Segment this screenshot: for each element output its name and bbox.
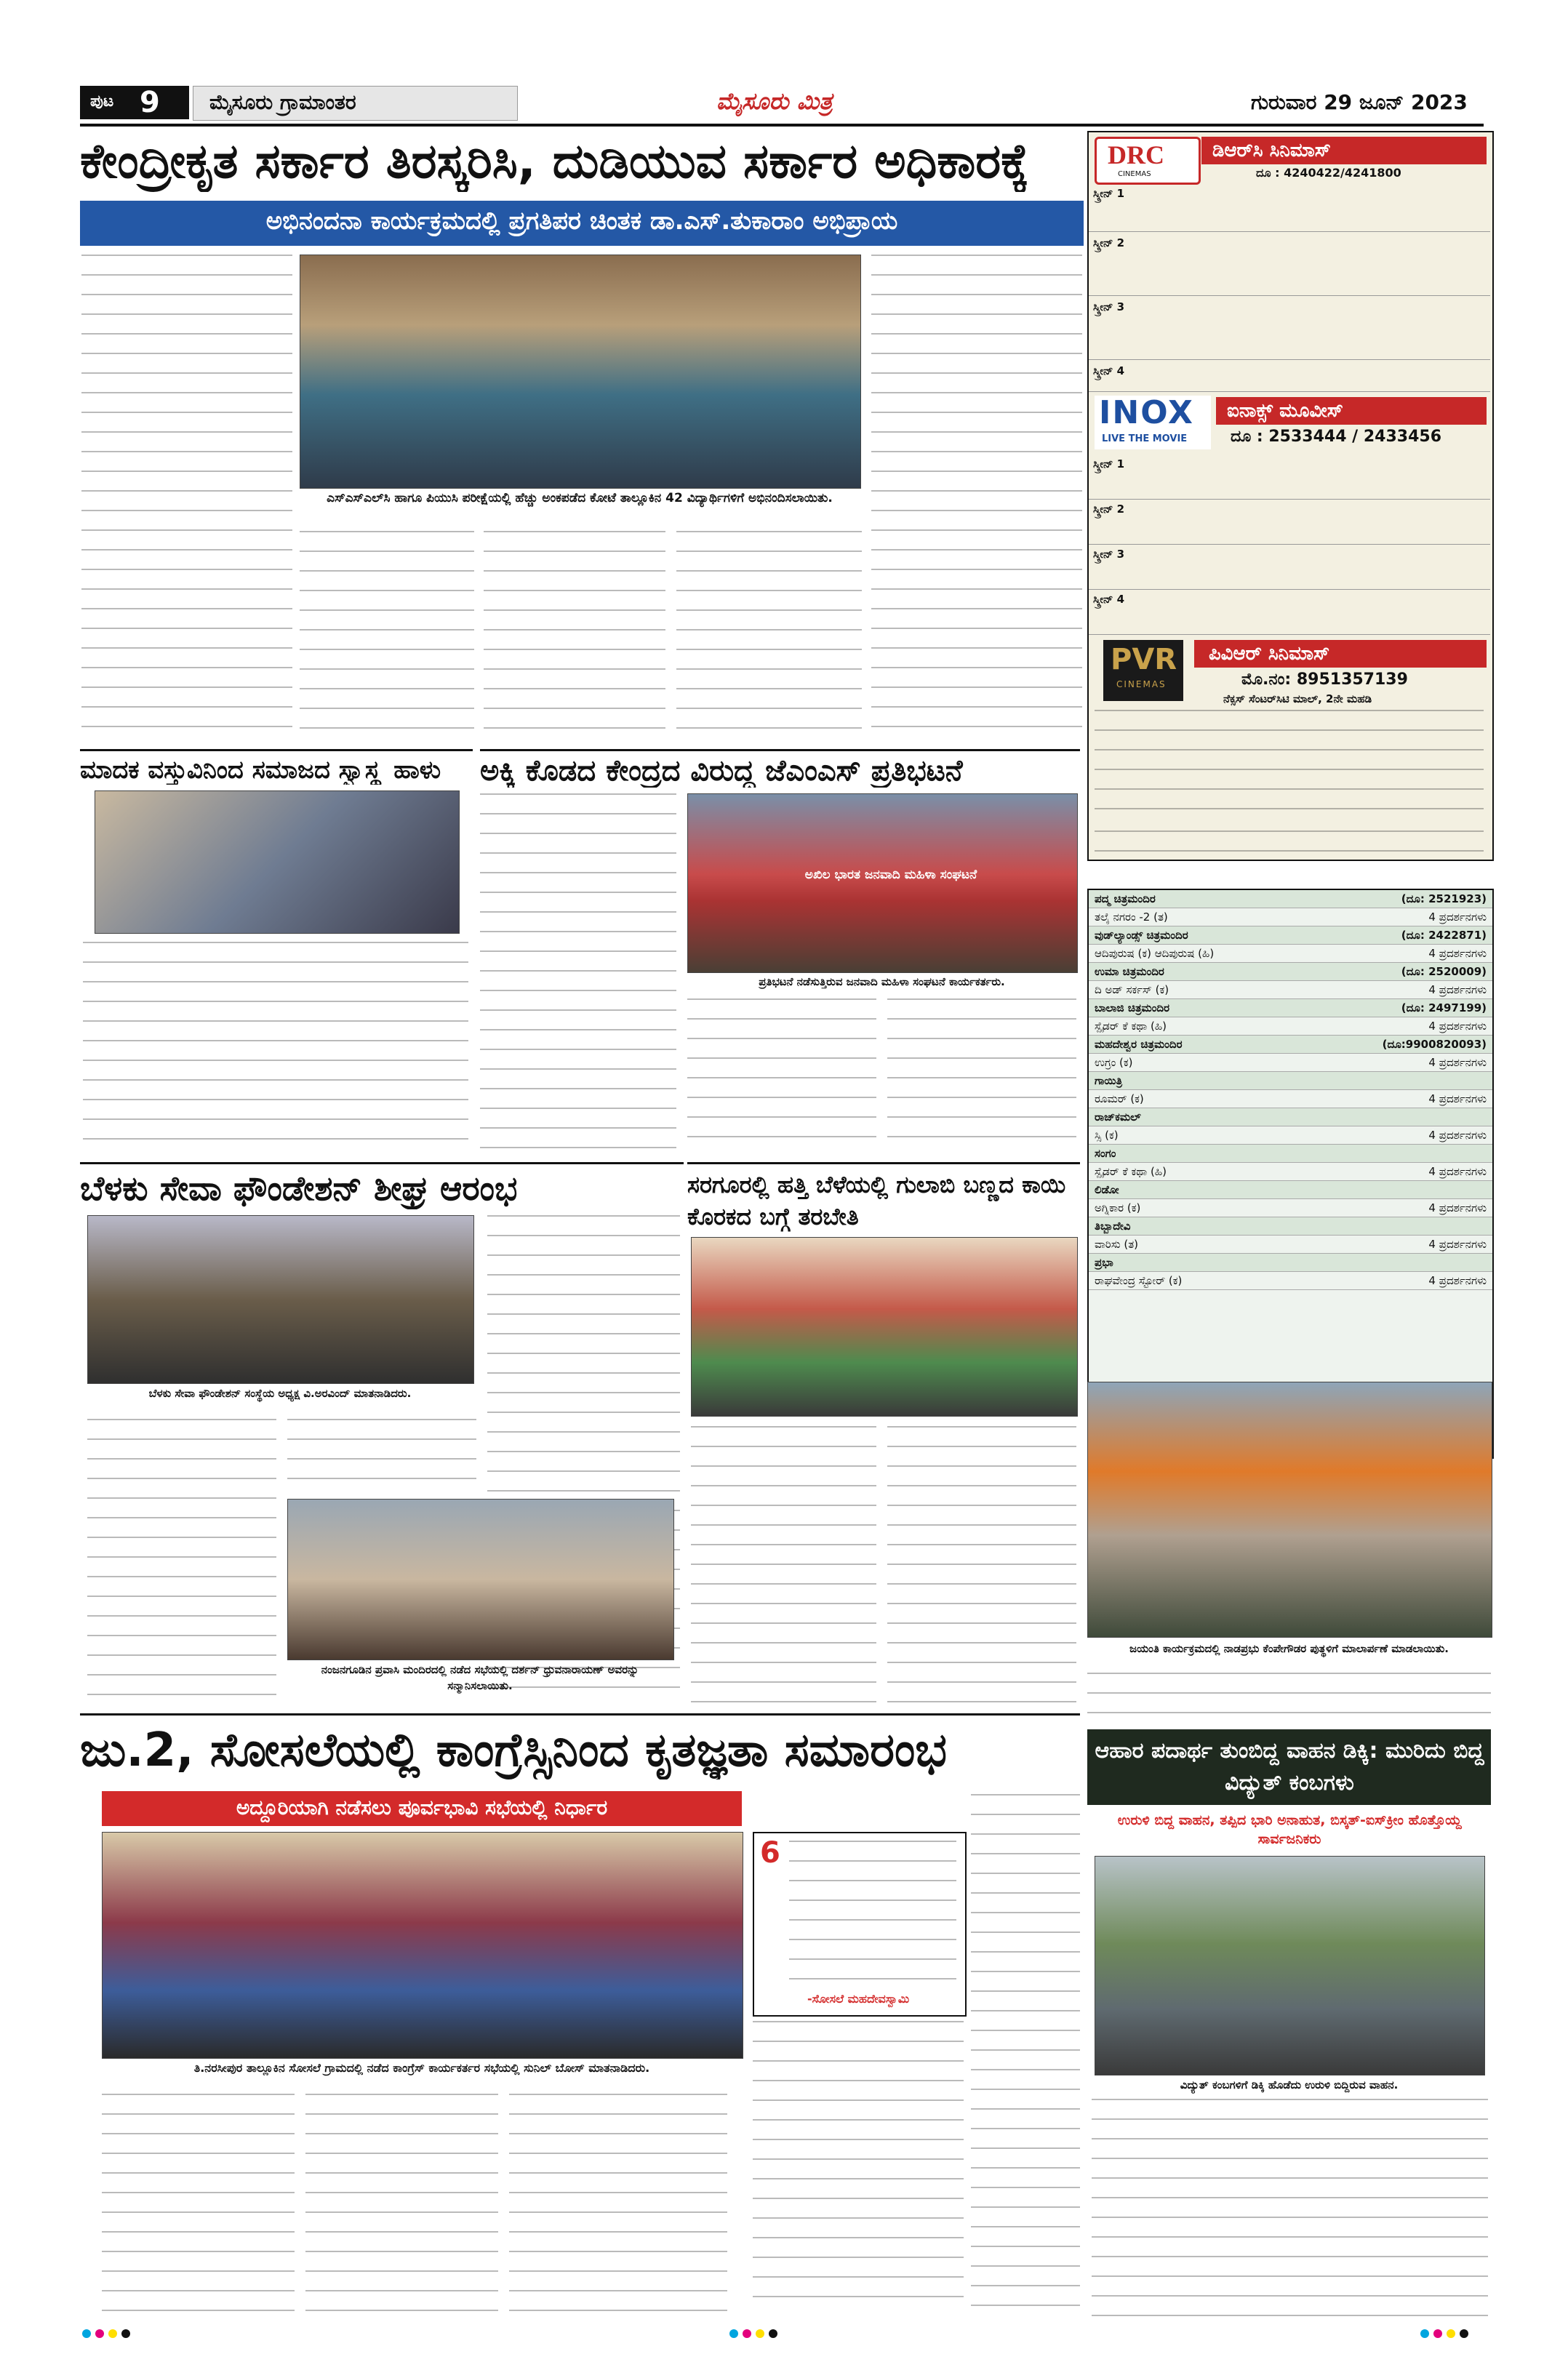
theatre-movie-row	[1089, 1163, 1492, 1181]
theatre-name-row	[1089, 1108, 1492, 1126]
story-rice-headline: ಅಕ್ಕಿ ಕೊಡದ ಕೇಂದ್ರದ ವಿರುದ್ಧ ಜೆಎಂಎಸ್ ಪ್ರತಿಭಟನೆ	[480, 754, 963, 788]
story-cotton-headline: ಸರಗೂರಲ್ಲಿ ಹತ್ತಿ ಬೆಳೆಯಲ್ಲಿ ಗುಲಾಬಿ ಬಣ್ಣದ ಕಾಯಿ ಕೊರಕದ ಬಗ್ಗೆ ತರಬೇತಿ	[687, 1171, 1066, 1230]
theatre-name: ಮಹದೇಶ್ವರ ಚಿತ್ರಮಂದಿರ	[1095, 1038, 1183, 1051]
movie-title: ಸ್ಪೈಡರ್ ಕೆ ಕಥಾ (ಹಿ)	[1095, 1020, 1167, 1033]
screen-label: ಸ್ಕ್ರೀನ್ 4	[1093, 364, 1125, 377]
story-cotton-body-2	[887, 1426, 1076, 1702]
reg-dot	[769, 2329, 777, 2338]
theatre-name-row	[1089, 1072, 1492, 1090]
theatre-phone: (ದೂ: 2521923)	[1401, 892, 1487, 905]
show-count: 4 ಪ್ರದರ್ಶನಗಳು	[1428, 1165, 1487, 1178]
story-belaku-photo	[87, 1215, 474, 1384]
pullquote-source: -ಸೋಸಲೆ ಮಹದೇವಸ್ವಾಮಿ	[807, 1992, 910, 2006]
reg-dot	[1433, 2329, 1442, 2338]
drc-logo-text: DRC	[1108, 140, 1164, 169]
lead-headline: ಕೇಂದ್ರೀಕೃತ ಸರ್ಕಾರ ತಿರಸ್ಕರಿಸಿ, ದುಡಿಯುವ ಸರ್ಕಾರ ಅಧಿಕಾರಕ್ಕೆ	[80, 133, 1029, 189]
theatre-rows	[1089, 890, 1492, 1290]
drc-phone: ದೂ : 4240422/4241800	[1256, 166, 1401, 180]
lead-body-col-5	[871, 255, 1082, 742]
theatre-phone: (ದೂ: 2497199)	[1401, 1001, 1487, 1014]
theatre-movie-row	[1089, 981, 1492, 999]
story-sosale-subhead: ಅದ್ದೂರಿಯಾಗಿ ನಡೆಸಲು ಪೂರ್ವಭಾವಿ ಸಭೆಯಲ್ಲಿ ನಿರ್ಧಾರ	[236, 1795, 608, 1819]
reg-dot	[743, 2329, 751, 2338]
theatre-name: ತಿಬ್ಬಾದೇವಿ	[1095, 1220, 1131, 1233]
show-count: 4 ಪ್ರದರ್ಶನಗಳು	[1428, 1274, 1487, 1287]
drc-row	[1089, 234, 1490, 296]
theatre-name: ಪ್ರಭಾ	[1095, 1256, 1113, 1269]
movie-title: ರೂಮರ್ (ಕ)	[1095, 1092, 1144, 1105]
story-accident-photo	[1095, 1856, 1485, 2075]
theatre-movie-row	[1089, 1090, 1492, 1108]
story-sosale-body-3	[305, 2094, 498, 2312]
lead-body-col-3	[484, 531, 665, 742]
theatre-name: ಪದ್ಮ ಚಿತ್ರಮಂದಿರ	[1095, 892, 1156, 905]
story-belaku-caption-2: ನಂಜನಗೂಡಿನ ಪ್ರವಾಸಿ ಮಂದಿರದಲ್ಲಿ ನಡೆದ ಸಭೆಯಲ್ಲಿ ದರ್ಶನ್ ಧ್ರುವನಾರಾಯಣ್ ಅವರನ್ನು ಸನ್ಮಾನಿಸಲಾಯಿತು.	[321, 1663, 639, 1692]
pvr-phone: ಮೊ.ನಂ: 8951357139	[1241, 670, 1408, 689]
story-rice-body-2	[687, 998, 876, 1155]
screen-label: ಸ್ಕ್ರೀನ್ 1	[1093, 187, 1125, 200]
theatre-name: ಲಿಡೋ	[1095, 1183, 1119, 1196]
story-cotton-photo	[691, 1237, 1078, 1417]
story-sosale-photo	[102, 1832, 743, 2059]
lead-body-col-4	[676, 531, 862, 742]
movie-title: ಆದಿಪುರುಷ (ಕ) ಆದಿಪುರುಷ (ಹಿ)	[1095, 947, 1215, 960]
story-belaku-caption: ಬೆಳಕು ಸೇವಾ ಫೌಂಡೇಶನ್ ಸಂಸ್ಥೆಯ ಅಧ್ಯಕ್ಷ ವಿ.ಅರವಿಂದ್ ಮಾತನಾಡಿದರು.	[148, 1387, 412, 1400]
page-label: ಪುಟ	[90, 92, 114, 111]
story-sosale-body-4	[509, 2094, 727, 2312]
story-drugs-body	[83, 942, 468, 1153]
story-belaku-body-3	[287, 1419, 476, 1492]
reg-dot	[95, 2329, 104, 2338]
pullquote-text	[789, 1841, 956, 1986]
inox-row	[1089, 545, 1490, 590]
story-cotton-body-1	[691, 1426, 876, 1702]
show-count: 4 ಪ್ರದರ್ಶನಗಳು	[1428, 1129, 1487, 1142]
screen-label: ಸ್ಕ್ರೀನ್ 3	[1093, 548, 1125, 561]
show-count: 4 ಪ್ರದರ್ಶನಗಳು	[1428, 910, 1487, 924]
masthead	[80, 81, 1484, 127]
theatre-name: ಬಾಲಾಜಿ ಚಿತ್ರಮಂದಿರ	[1095, 1001, 1170, 1014]
inox-name: ಐನಾಕ್ಸ್ ಮೂವೀಸ್	[1227, 400, 1343, 422]
story-accident	[1087, 1729, 1491, 2318]
screen-label: ಸ್ಕ್ರೀನ್ 4	[1093, 593, 1125, 606]
registration-dots-right	[1418, 2327, 1471, 2341]
theatre-name: ಗಾಯಿತ್ರಿ	[1095, 1074, 1123, 1087]
theatre-name: ಸಂಗಂ	[1095, 1147, 1116, 1160]
theatre-movie-row	[1089, 945, 1492, 963]
screen-label: ಸ್ಕ್ರೀನ್ 2	[1093, 503, 1125, 516]
pvr-address: ನೆಕ್ಸಸ್ ಸೆಂಟರ್‌ಸಿಟಿ ಮಾಲ್, 2ನೇ ಮಹಡಿ	[1223, 692, 1372, 705]
lead-photo-caption: ಎಸ್‌ಎಸ್‌ಎಲ್‌ಸಿ ಹಾಗೂ ಪಿಯುಸಿ ಪರೀಕ್ಷೆಯಲ್ಲಿ ಹೆಚ್ಚು ಅಂಕಪಡೆದ ಕೋಟೆ ತಾಲ್ಲೂಕಿನ 42 ವಿದ್ಯಾರ್ಥಿಗಳಿಗೆ ಅಭಿನಂದಿಸಲಾಯಿತು.	[327, 491, 833, 505]
paper-name: ಮೈಸೂರು ಮಿತ್ರ	[716, 87, 833, 115]
theatre-phone: (ದೂ: 2422871)	[1401, 929, 1487, 942]
cinema-listings	[1087, 131, 1494, 861]
theatre-name-row	[1089, 1181, 1492, 1199]
drc-name: ಡಿಆರ್‌ಸಿ ಸಿನಿಮಾಸ್	[1212, 140, 1331, 161]
movie-title: ಸ್ಸಿ (ಕ)	[1095, 1129, 1119, 1142]
pvr-name: ಪಿವಿಆರ್ ಸಿನಿಮಾಸ್	[1209, 643, 1330, 665]
story-cotton	[687, 1162, 1080, 1710]
reg-dot	[108, 2329, 117, 2338]
theatre-movie-row	[1089, 1199, 1492, 1217]
pvr-listing	[1095, 710, 1484, 826]
theatre-name-row	[1089, 1145, 1492, 1163]
story-sosale-body-1	[971, 1794, 1080, 2310]
story-sosale-body-2	[102, 2094, 295, 2312]
lead-subhead: ಅಭಿನಂದನಾ ಕಾರ್ಯಕ್ರಮದಲ್ಲಿ ಪ್ರಗತಿಪರ ಚಿಂತಕ ಡಾ.ಎಸ್.ತುಕಾರಾಂ ಅಭಿಪ್ರಾಯ	[265, 207, 898, 236]
story-accident-subhead: ಉರುಳಿ ಬಿದ್ದ ವಾಹನ, ತಪ್ಪಿದ ಭಾರಿ ಅನಾಹುತ, ಬಿಸ್ಕತ್-ಐಸ್‌ಕ್ರೀಂ ಹೊತ್ತೊಯ್ದ ಸಾರ್ವಜನಿಕರು	[1117, 1812, 1462, 1847]
theatre-phone: (ದೂ: 2520009)	[1401, 965, 1487, 978]
show-count: 4 ಪ್ರದರ್ಶನಗಳು	[1428, 1020, 1487, 1033]
story-rice-banner: ಅಖಿಲ ಭಾರತ ಜನವಾದಿ ಮಹಿಳಾ ಸಂಘಟನೆ	[804, 868, 977, 882]
story-belaku-body-2	[87, 1419, 276, 1695]
theatre-name: ರಾಜ್‌ಕಮಲ್	[1095, 1110, 1141, 1124]
lead-body-col-2	[300, 531, 474, 742]
jayanti-caption: ಜಯಂತಿ ಕಾರ್ಯಕ್ರಮದಲ್ಲಿ ನಾಡಪ್ರಭು ಕೆಂಪೇಗೌಡರ ಪುತ್ಥಳಿಗೆ ಮಾಲಾರ್ಪಣೆ ಮಾಡಲಾಯಿತು.	[1129, 1642, 1449, 1655]
drc-row	[1089, 185, 1490, 232]
story-belaku	[80, 1162, 684, 1710]
inox-row	[1089, 500, 1490, 545]
reg-dot	[1447, 2329, 1455, 2338]
drc-logo-sub: CINEMAS	[1118, 170, 1151, 178]
registration-dots-left	[80, 2327, 132, 2341]
pvr-logo-sub: CINEMAS	[1116, 679, 1167, 689]
story-rice-body-3	[887, 998, 1076, 1155]
reg-dot	[1460, 2329, 1468, 2338]
show-count: 4 ಪ್ರದರ್ಶನಗಳು	[1428, 983, 1487, 996]
theatre-table	[1087, 889, 1494, 1459]
story-sosale-headline: ಜು.2, ಸೋಸಲೆಯಲ್ಲಿ ಕಾಂಗ್ರೆಸ್ಸಿನಿಂದ ಕೃತಜ್ಞತಾ ಸಮಾರಂಭ	[80, 1724, 948, 1777]
screen-label: ಸ್ಕ್ರೀನ್ 1	[1093, 457, 1125, 471]
screen-label: ಸ್ಕ್ರೀನ್ 2	[1093, 236, 1125, 249]
pvr-logo-text: PVR	[1111, 643, 1177, 676]
theatre-name-row	[1089, 1217, 1492, 1236]
movie-title: ಸ್ಪೈಡರ್ ಕೆ ಕಥಾ (ಹಿ)	[1095, 1165, 1167, 1178]
story-drugs	[80, 749, 473, 1158]
cinema-note	[1095, 830, 1484, 857]
jayanti-photo	[1087, 1382, 1492, 1638]
movie-title: ತಲೈ ನಗರಂ -2 (ತ)	[1095, 910, 1168, 924]
theatre-name: ಉಮಾ ಚಿತ್ರಮಂದಿರ	[1095, 965, 1164, 978]
inox-row	[1089, 590, 1490, 635]
theatre-name-row	[1089, 999, 1492, 1017]
section-title: ಮೈಸೂರು ಗ್ರಾಮಾಂತರ	[209, 90, 356, 114]
movie-title: ಅಗ್ನಿಕಾರ (ಕ)	[1095, 1201, 1141, 1214]
theatre-movie-row	[1089, 1236, 1492, 1254]
reg-dot	[756, 2329, 764, 2338]
registration-dots-center	[727, 2327, 780, 2341]
inox-logo-sub: LIVE THE MOVIE	[1102, 433, 1188, 444]
story-sosale	[80, 1713, 1080, 2319]
theatre-name-row	[1089, 1036, 1492, 1054]
theatre-movie-row	[1089, 908, 1492, 926]
movie-title: ದಿ ಅಡ್ ಸರ್ಕಸ್ (ಕ)	[1095, 983, 1169, 996]
page-number: 9	[140, 86, 160, 119]
lead-photo	[300, 255, 861, 489]
theatre-name-row	[1089, 926, 1492, 945]
drc-row	[1089, 298, 1490, 360]
story-sosale-caption: ತಿ.ನರಸೀಪುರ ತಾಲ್ಲೂಕಿನ ಸೋಸಲೆ ಗ್ರಾಮದಲ್ಲಿ ನಡೆದ ಕಾಂಗ್ರೆಸ್ ಕಾರ್ಯಕರ್ತರ ಸಭೆಯಲ್ಲಿ ಸುನಿಲ್ ಬೋಸ್ ಮಾತನಾಡಿದರು.	[193, 2061, 650, 2075]
show-count: 4 ಪ್ರದರ್ಶನಗಳು	[1428, 1238, 1487, 1251]
theatre-movie-row	[1089, 1054, 1492, 1072]
screen-label: ಸ್ಕ್ರೀನ್ 3	[1093, 300, 1125, 313]
theatre-movie-row	[1089, 1126, 1492, 1145]
story-accident-headline: ಆಹಾರ ಪದಾರ್ಥ ತುಂಬಿದ್ದ ವಾಹನ ಡಿಕ್ಕಿ: ಮುರಿದು ಬಿದ್ದ ವಿದ್ಯುತ್ ಕಂಬಗಳು	[1095, 1738, 1484, 1795]
lead-body-col-1	[81, 255, 292, 742]
story-rice	[480, 749, 1080, 1158]
theatre-name-row	[1089, 963, 1492, 981]
reg-dot	[1420, 2329, 1429, 2338]
story-drugs-headline: ಮಾದಕ ವಸ್ತುವಿನಿಂದ ಸಮಾಜದ ಸ್ವಾಸ್ಥ್ಯ ಹಾಳು	[80, 756, 441, 785]
inox-phone: ದೂ : 2533444 / 2433456	[1231, 428, 1442, 446]
story-rice-body-1	[480, 793, 676, 1153]
movie-title: ಉಗ್ರಂ (ಕ)	[1095, 1056, 1133, 1069]
jayanti-caption-lines	[1087, 1673, 1491, 1724]
story-rice-caption: ಪ್ರತಿಭಟನೆ ನಡೆಸುತ್ತಿರುವ ಜನವಾದಿ ಮಹಿಳಾ ಸಂಘಟನೆ ಕಾರ್ಯಕರ್ತರು.	[759, 975, 1005, 988]
story-belaku-photo-2	[287, 1499, 674, 1660]
theatre-movie-row	[1089, 1017, 1492, 1036]
inox-row	[1089, 455, 1490, 500]
show-count: 4 ಪ್ರದರ್ಶನಗಳು	[1428, 1092, 1487, 1105]
show-count: 4 ಪ್ರದರ್ಶನಗಳು	[1428, 947, 1487, 960]
movie-title: ರಾಘವೇಂದ್ರ ಸ್ಟೋರ್ (ಕ)	[1095, 1274, 1183, 1287]
story-drugs-photo	[95, 790, 460, 934]
reg-dot	[121, 2329, 130, 2338]
story-sosale-body-5	[753, 2021, 964, 2312]
story-rice-photo	[687, 793, 1078, 973]
theatre-name-row	[1089, 1254, 1492, 1272]
theatre-name-row	[1089, 890, 1492, 908]
page-date: ಗುರುವಾರ 29 ಜೂನ್ 2023	[1251, 90, 1468, 114]
theatre-phone: (ದೂ:9900820093)	[1382, 1038, 1487, 1051]
drc-row	[1089, 362, 1490, 392]
story-accident-caption: ವಿದ್ಯುತ್ ಕಂಬಗಳಿಗೆ ಡಿಕ್ಕಿ ಹೊಡೆದು ಉರುಳಿ ಬಿದ್ದಿರುವ ವಾಹನ.	[1180, 2078, 1399, 2091]
reg-dot	[82, 2329, 91, 2338]
reg-dot	[729, 2329, 738, 2338]
show-count: 4 ಪ್ರದರ್ಶನಗಳು	[1428, 1201, 1487, 1214]
movie-title: ವಾರಿಸು (ತ)	[1095, 1238, 1139, 1251]
story-accident-body	[1092, 2099, 1488, 2317]
theatre-name: ವುಡ್‌ಲ್ಯಾಂಡ್ಸ್ ಚಿತ್ರಮಂದಿರ	[1095, 929, 1188, 942]
show-count: 4 ಪ್ರದರ್ಶನಗಳು	[1428, 1056, 1487, 1069]
theatre-movie-row	[1089, 1272, 1492, 1290]
pullquote-number: 6	[760, 1836, 780, 1870]
story-belaku-headline: ಬೆಳಕು ಸೇವಾ ಫೌಂಡೇಶನ್ ಶೀಘ್ರ ಆರಂಭ	[80, 1169, 518, 1208]
drc-rows	[1089, 185, 1492, 396]
inox-logo-text: INOX	[1099, 394, 1194, 431]
